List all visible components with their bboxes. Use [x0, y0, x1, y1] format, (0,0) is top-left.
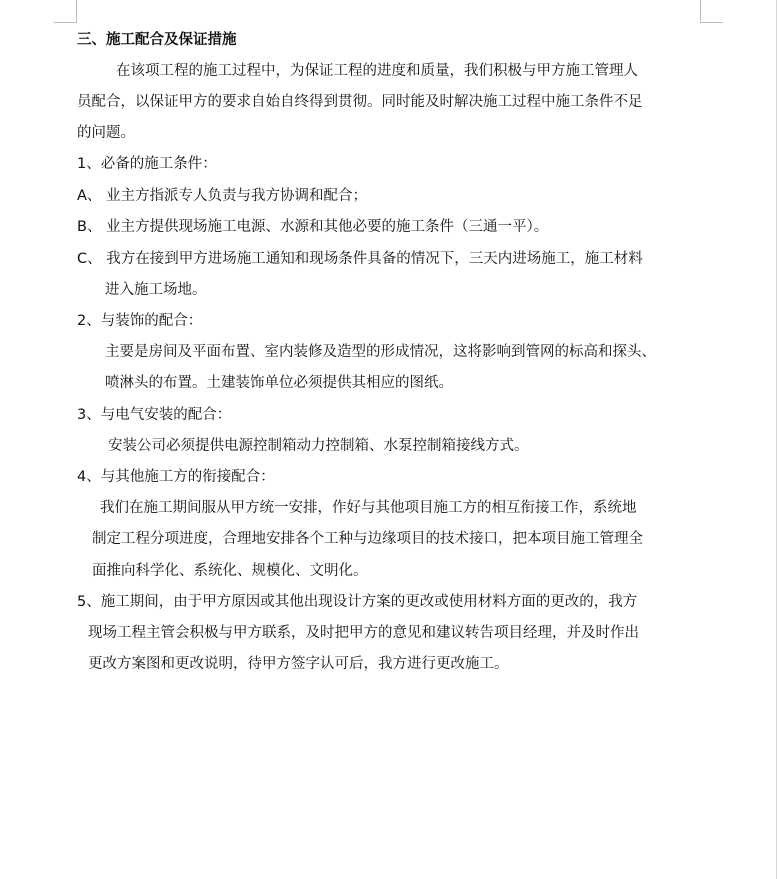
intro-line-1: 在该项工程的施工过程中，为保证工程的进度和质量，我们积极与甲方施工管理人	[116, 63, 638, 79]
intro-line-2: 员配合，以保证甲方的要求自始自终得到贯彻。同时能及时解决施工过程中施工条件不足	[77, 94, 643, 110]
section1-item-c-cont: 进入施工场地。	[105, 282, 207, 298]
section2-title: 2、与装饰的配合：	[77, 313, 203, 329]
section3-line-1: 安装公司必须提供电源控制箱动力控制箱、水泵控制箱接线方式。	[108, 438, 529, 454]
section1-item-a: A、 业主方指派专人负责与我方协调和配合；	[77, 188, 368, 204]
section2-line-2: 喷淋头的布置。土建装饰单位必须提供其相应的图纸。	[105, 375, 453, 391]
section2-line-1: 主要是房间及平面布置、室内装修及造型的形成情况，这将影响到管网的标高和探头、	[105, 344, 656, 360]
section5-line-2: 现场工程主管会积极与甲方联系，及时把甲方的意见和建议转告项目经理，并及时作出	[88, 625, 639, 641]
intro-line-3: 的问题。	[77, 125, 135, 141]
crop-mark-top-right	[700, 0, 723, 23]
section5-line-1: 5、施工期间，由于甲方原因或其他出现设计方案的更改或使用材料方面的更改的，我方	[77, 594, 638, 610]
section1-item-b: B、 业主方提供现场施工电源、水源和其他必要的施工条件（三通一平）。	[77, 219, 549, 235]
section4-line-2: 制定工程分项进度，合理地安排各个工种与边缘项目的技术接口，把本项目施工管理全	[92, 531, 643, 547]
section1-title: 1、必备的施工条件：	[77, 156, 217, 172]
page-edge	[776, 0, 777, 879]
section4-title: 4、与其他施工方的衔接配合：	[77, 469, 275, 485]
section3-title: 3、与电气安装的配合：	[77, 407, 232, 423]
section-heading: 三、施工配合及保证措施	[77, 32, 237, 48]
section5-line-3: 更改方案图和更改说明，待甲方签字认可后，我方进行更改施工。	[88, 656, 509, 672]
section4-line-3: 面推向科学化、系统化、规模化、文明化。	[92, 563, 368, 579]
section1-item-c: C、 我方在接到甲方进场施工通知和现场条件具备的情况下，三天内进场施工，施工材料	[77, 251, 643, 267]
crop-mark-top-left	[54, 0, 77, 23]
section4-line-1: 我们在施工期间服从甲方统一安排，作好与其他项目施工方的相互衔接工作，系统地	[100, 500, 637, 516]
